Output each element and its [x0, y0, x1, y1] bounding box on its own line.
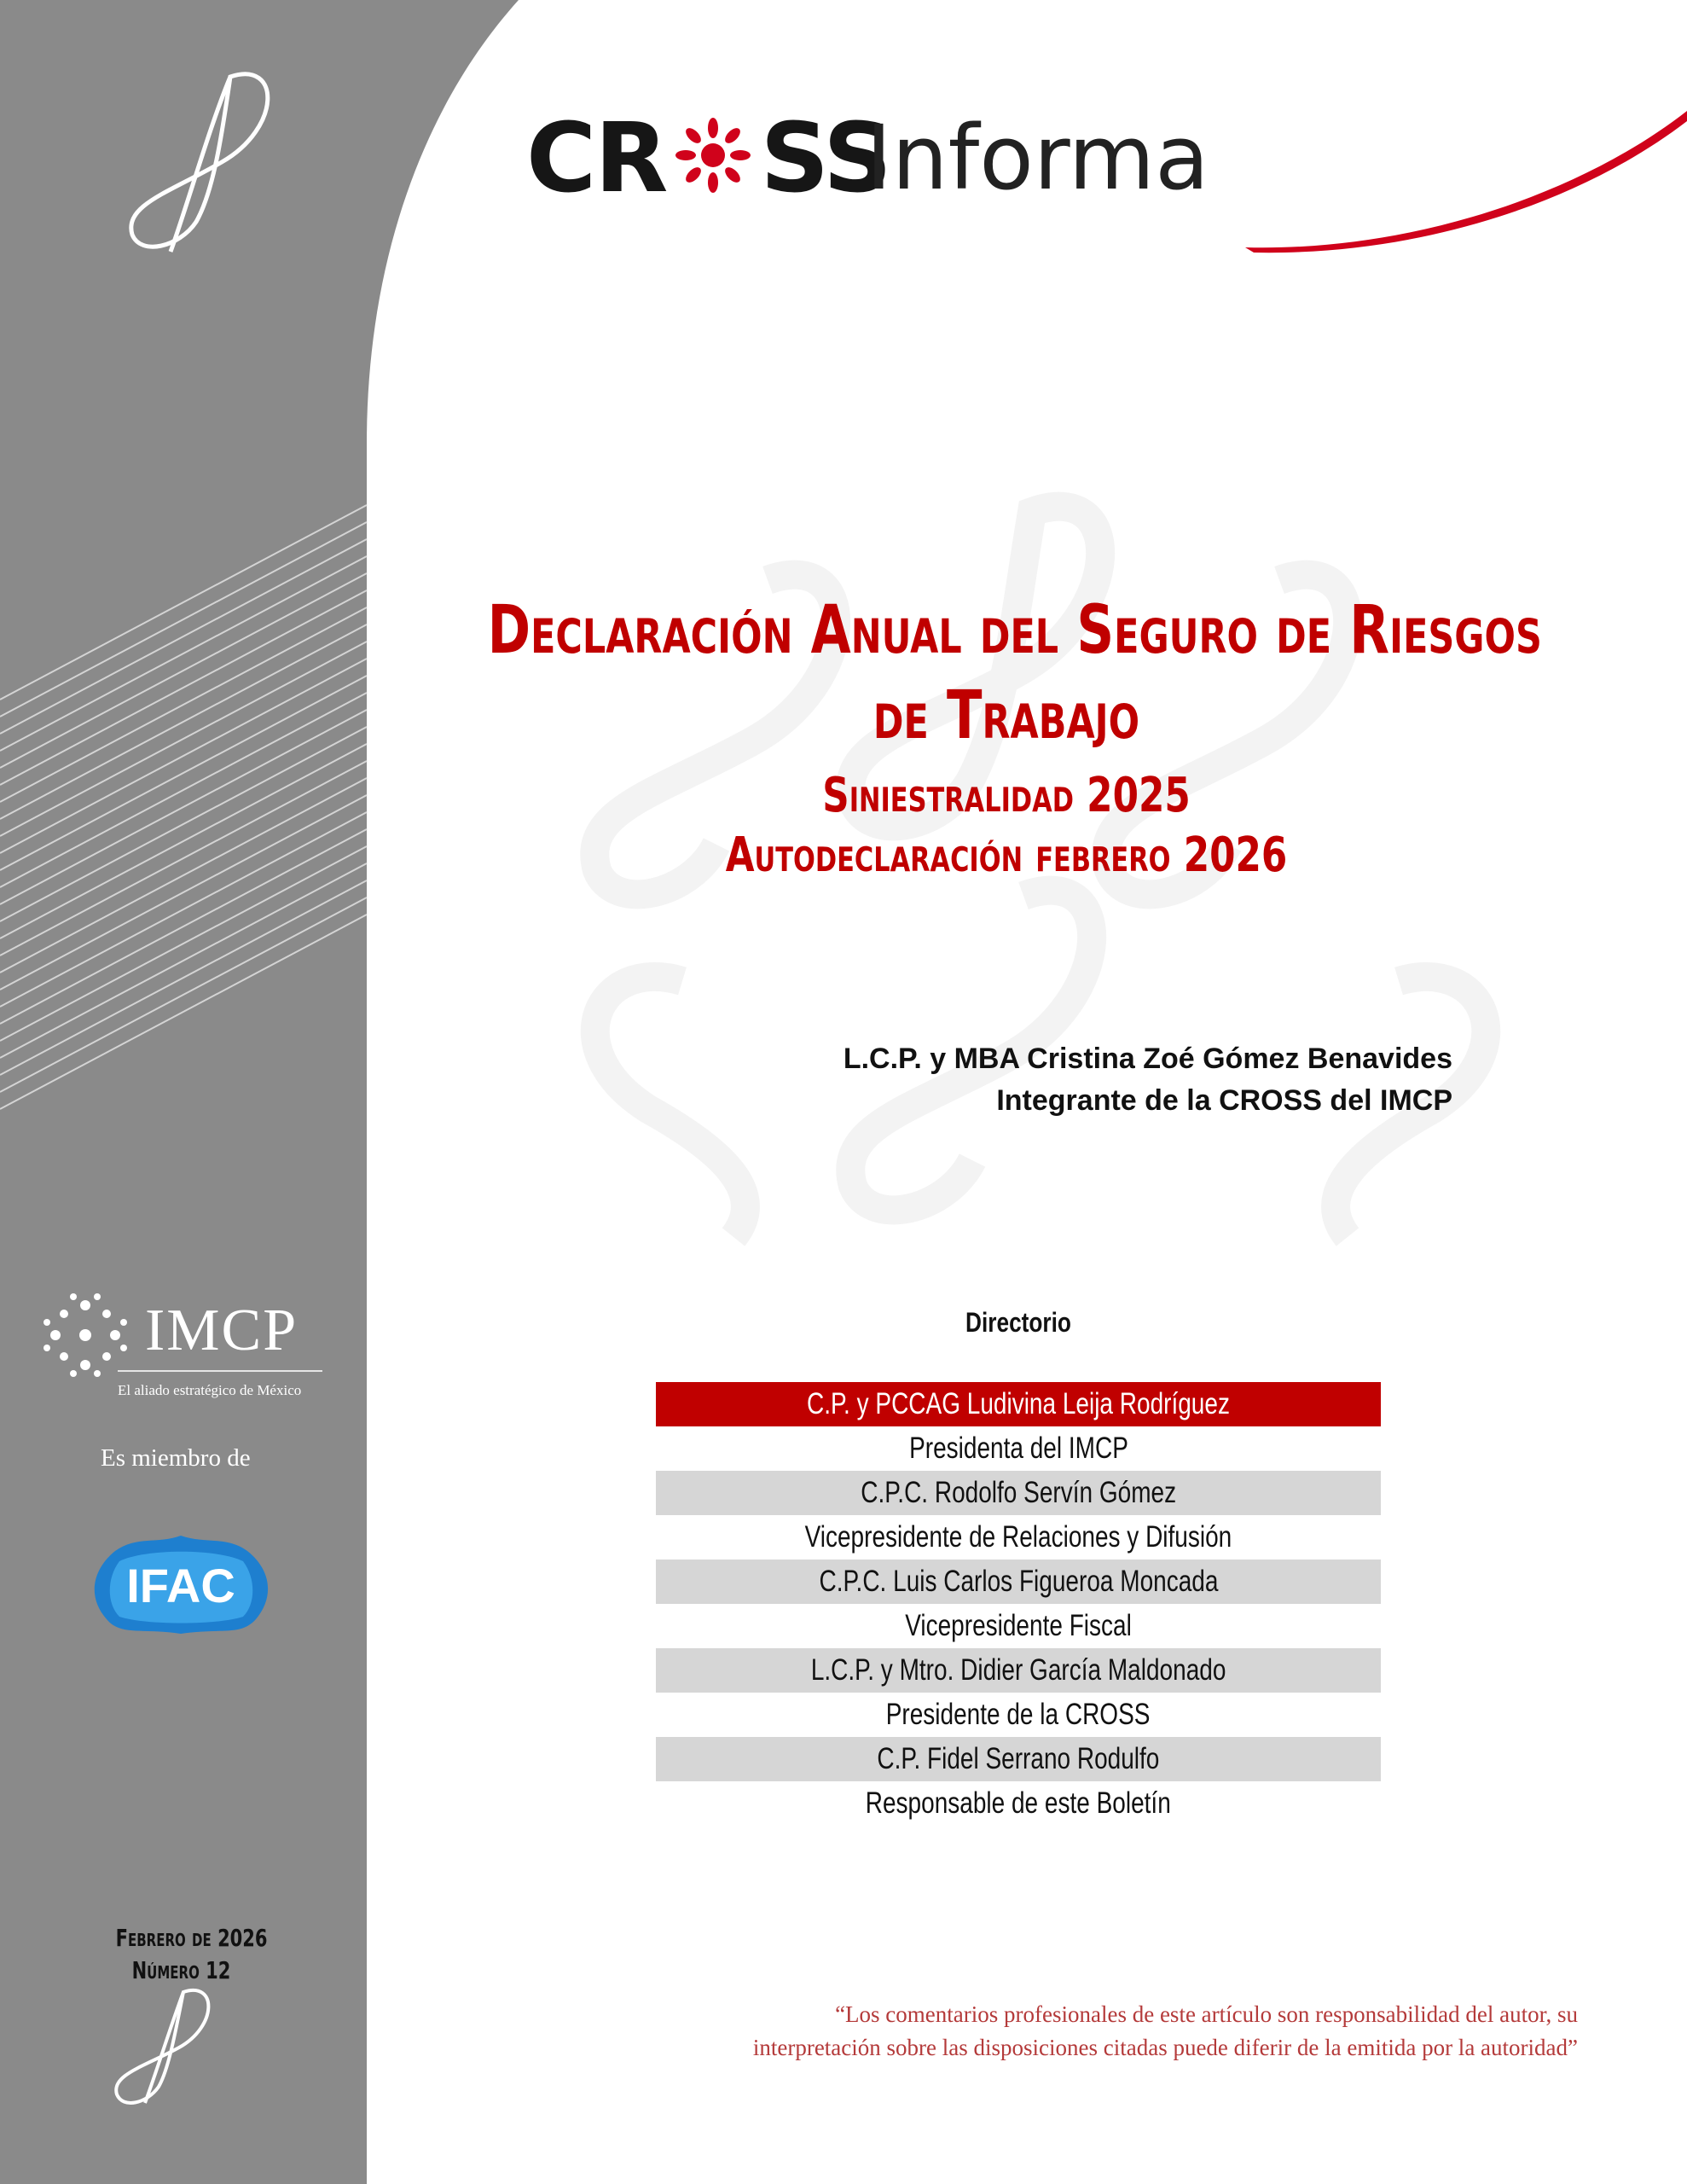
directory-row — [656, 1382, 1381, 1426]
author-role: Integrante de la CROSS del IMCP — [996, 1084, 1452, 1117]
author-name: L.C.P. y MBA Cristina Zoé Gómez Benavides — [843, 1043, 1452, 1075]
directory-row-text: C.P. Fidel Serrano Rodulfo — [877, 1742, 1160, 1775]
document-subtitle-line1: Siniestralidad 2025 — [822, 768, 1191, 823]
directory-row-text: Responsable de este Boletín — [865, 1786, 1172, 1820]
directory-row-text: Vicepresidente de Relaciones y Difusión — [804, 1520, 1232, 1554]
directory-row-text: C.P.C. Rodolfo Servín Gómez — [861, 1476, 1176, 1509]
imcp-tagline: El aliado estratégico de México — [118, 1382, 302, 1398]
directory-row — [656, 1693, 1381, 1737]
imcp-logo-text: IMCP — [145, 1298, 299, 1363]
cross-logo — [526, 103, 890, 214]
directory-row-text: Presidenta del IMCP — [908, 1432, 1128, 1465]
disclaimer-line2: interpretación sobre las disposiciones citadas puede diferir de la emitida por la autoridad” — [752, 2035, 1578, 2060]
directory-row — [656, 1515, 1381, 1560]
ifac-logo — [95, 1536, 268, 1634]
cross-sun-icon — [666, 116, 760, 195]
informa-wordmark: Informa — [866, 106, 1209, 210]
directory-row — [656, 1604, 1381, 1648]
directory-row — [656, 1781, 1381, 1826]
directory-heading: Directorio — [965, 1307, 1071, 1338]
directory-row — [656, 1737, 1381, 1781]
directory-row-text: Presidente de la CROSS — [886, 1698, 1151, 1731]
directory-row-text: C.P.C. Luis Carlos Figueroa Moncada — [819, 1565, 1218, 1598]
directory-table — [656, 1382, 1381, 1826]
imcp-divider — [118, 1370, 322, 1372]
red-swoosh — [1245, 111, 1687, 253]
directory-row — [656, 1560, 1381, 1604]
directory-row — [656, 1426, 1381, 1471]
directory-row-text: Vicepresidente Fiscal — [905, 1609, 1132, 1642]
member-text: Es miembro de — [101, 1444, 251, 1472]
ifac-logo-text: IFAC — [126, 1559, 235, 1612]
cross-logo-left: CR — [526, 103, 667, 214]
document-subtitle-line2: Autodeclaración febrero 2026 — [725, 828, 1288, 883]
directory-row-text: L.C.P. y Mtro. Didier García Maldonado — [810, 1653, 1226, 1687]
directory-row-text: C.P. y PCCAG Ludivina Leija Rodríguez — [807, 1387, 1230, 1420]
directory-row — [656, 1471, 1381, 1515]
issue-date: Febrero de 2026 — [115, 1924, 268, 1952]
cross-logo-right: SS — [760, 103, 890, 214]
document-title-line2: de Trabajo — [872, 677, 1140, 754]
document-title-line1: Declaración Anual del Seguro de Riesgos — [487, 592, 1542, 669]
directory-row — [656, 1648, 1381, 1693]
sidebar-panel — [0, 0, 519, 2184]
issue-number: Número 12 — [131, 1956, 231, 1984]
disclaimer-line1: “Los comentarios profesionales de este artículo son responsabilidad del autor, su — [835, 2001, 1578, 2027]
